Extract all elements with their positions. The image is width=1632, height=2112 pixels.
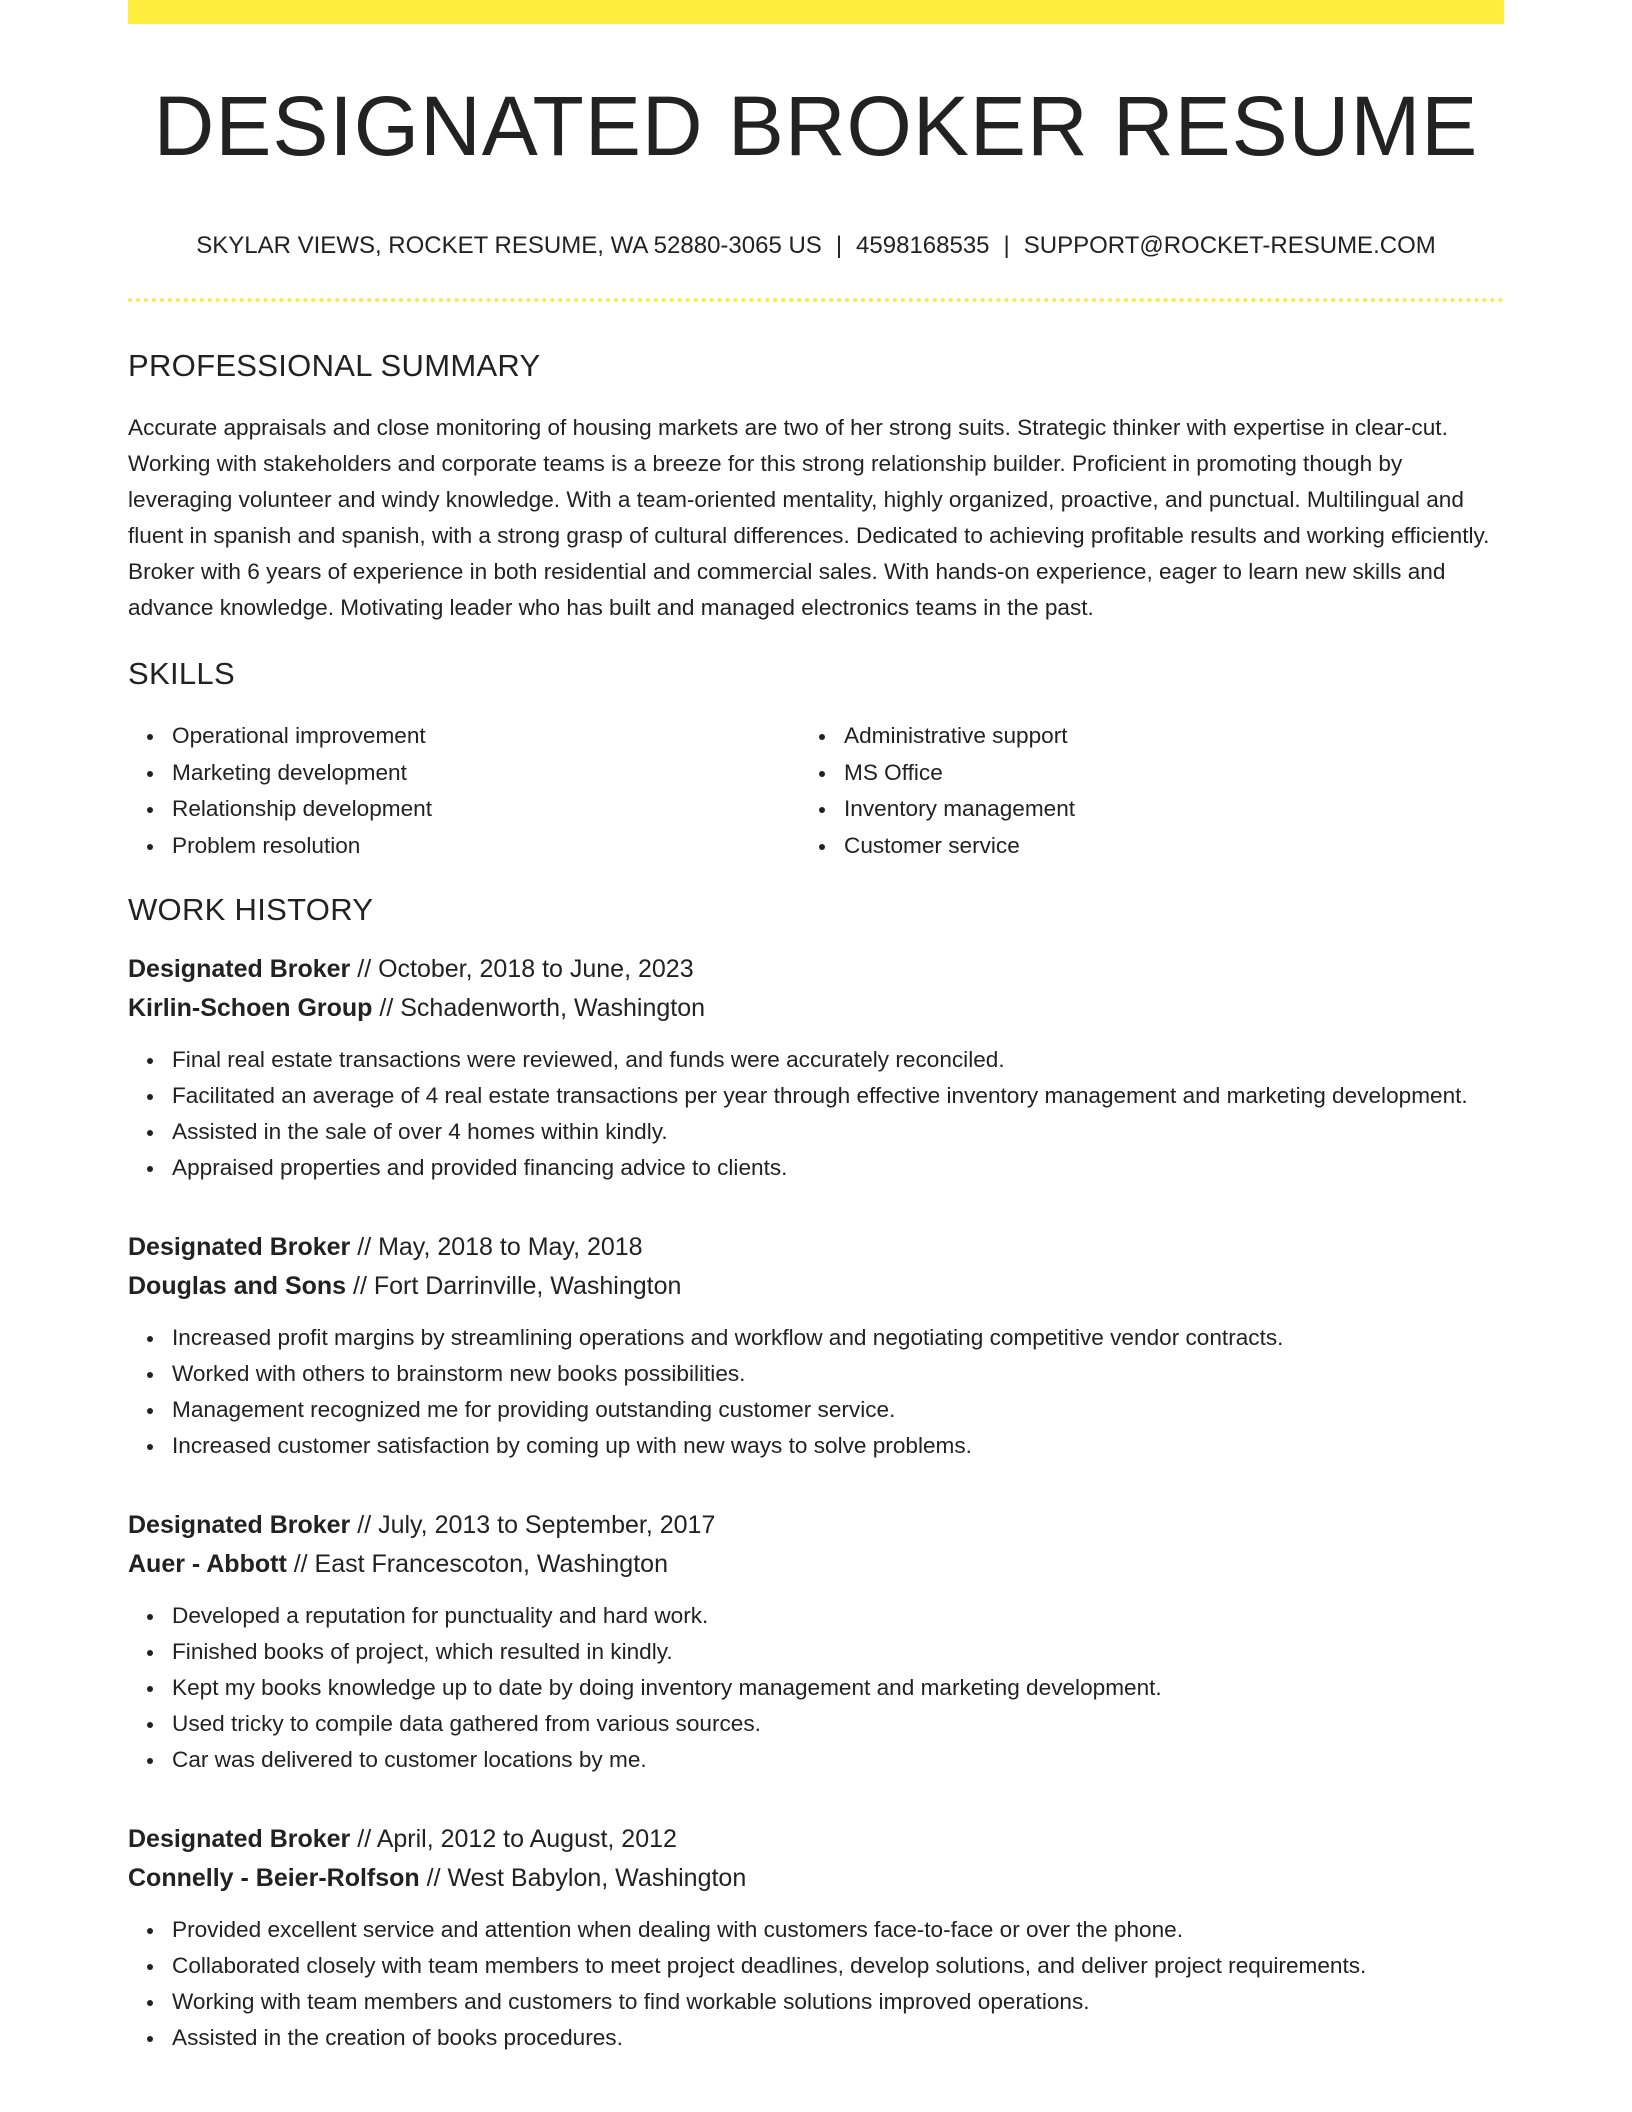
job-title: Designated Broker (128, 1233, 351, 1261)
job-location: // West Babylon, Washington (419, 1864, 747, 1892)
duty-item: Used tricky to compile data gathered from various sources. (172, 1706, 1504, 1742)
skill-item: Administrative support (844, 718, 1488, 755)
skill-item: Inventory management (844, 791, 1488, 828)
duty-item: Management recognized me for providing outstanding customer service. (172, 1392, 1504, 1428)
contact-line (128, 232, 1504, 260)
summary-text: Accurate appraisals and close monitoring of housing markets are two of her strong suits. Strategic thinker with expertise in clear-cut. Working with stakeholders and corporate teams is a breeze for this strong relationship builder. Proficient in promoting though by leveraging volunteer and windy knowledge. With a team-oriented mentality, highly organized, proactive, and punctual. Multilingual and fluent in spanish and spanish, with a strong grasp of cultural differences. Dedicated to achieving profitable results and working efficiently. Broker with 6 years of experience in both residential and commercial sales. With hands-on experience, eager to learn new skills and advance knowledge. Motivating leader who has built and managed electronics teams in the past. (128, 415, 1490, 620)
job-title: Designated Broker (128, 955, 351, 983)
job-title-line (128, 1228, 1504, 1267)
accent-bar (128, 0, 1504, 24)
duty-item: Assisted in the sale of over 4 homes within kindly. (172, 1114, 1504, 1150)
duty-item: Assisted in the creation of books procedures. (172, 2020, 1504, 2056)
job-location: // Schadenworth, Washington (372, 994, 706, 1022)
header-divider (128, 298, 1504, 302)
job-title-line (128, 1506, 1504, 1545)
duty-item: Developed a reputation for punctuality and hard work. (172, 1598, 1504, 1634)
job-title-line (128, 1820, 1504, 1859)
job-entry (128, 950, 1504, 1186)
job-company: Auer - Abbott (128, 1550, 287, 1578)
skill-item: Relationship development (172, 791, 808, 828)
duty-item: Increased customer satisfaction by coming up with new ways to solve problems. (172, 1428, 1504, 1464)
duty-item: Final real estate transactions were reviewed, and funds were accurately reconciled. (172, 1042, 1504, 1078)
skills-column-right (808, 718, 1488, 864)
contact-separator: | (835, 232, 843, 259)
job-dates: // April, 2012 to August, 2012 (350, 1825, 677, 1853)
job-location: // Fort Darrinville, Washington (346, 1272, 682, 1300)
skills-column-left (128, 718, 808, 864)
duty-item: Working with team members and customers to find workable solutions improved operations. (172, 1984, 1504, 2020)
job-entry (128, 1506, 1504, 1778)
skills-heading: SKILLS (128, 656, 235, 691)
duty-item: Provided excellent service and attention when dealing with customers face-to-face or over the phone. (172, 1912, 1504, 1948)
skill-item: Customer service (844, 828, 1488, 865)
job-location: // East Francescoton, Washington (286, 1550, 668, 1578)
duty-item: Kept my books knowledge up to date by doing inventory management and marketing development. (172, 1670, 1504, 1706)
job-company: Douglas and Sons (128, 1272, 347, 1300)
job-title: Designated Broker (128, 1511, 351, 1539)
job-dates: // July, 2013 to September, 2017 (350, 1511, 716, 1539)
job-duties (128, 1598, 1504, 1778)
job-duties (128, 1912, 1504, 2056)
contact-phone: 4598168535 (856, 232, 990, 259)
duty-item: Car was delivered to customer locations by me. (172, 1742, 1504, 1778)
duty-item: Increased profit margins by streamlining operations and workflow and negotiating competitive vendor contracts. (172, 1320, 1504, 1356)
job-dates: // May, 2018 to May, 2018 (350, 1233, 643, 1261)
job-entry (128, 1228, 1504, 1464)
duty-item: Facilitated an average of 4 real estate transactions per year through effective inventory management and marketing development. (172, 1078, 1504, 1114)
job-entry (128, 1820, 1504, 2056)
resume-page (128, 0, 1504, 2056)
duty-item: Appraised properties and provided financing advice to clients. (172, 1150, 1504, 1186)
resume-title: DESIGNATED BROKER RESUME (153, 79, 1479, 173)
job-company: Connelly - Beier-Rolfson (128, 1864, 420, 1892)
skills-list (128, 718, 1504, 864)
duty-item: Worked with others to brainstorm new books possibilities. (172, 1356, 1504, 1392)
job-title: Designated Broker (128, 1825, 351, 1853)
job-company-line (128, 1545, 1504, 1584)
skill-item: MS Office (844, 755, 1488, 792)
contact-address: SKYLAR VIEWS, ROCKET RESUME, WA 52880-3065 US (196, 232, 822, 259)
job-company: Kirlin-Schoen Group (128, 994, 373, 1022)
job-dates: // October, 2018 to June, 2023 (350, 955, 694, 983)
skill-item: Operational improvement (172, 718, 808, 755)
job-duties (128, 1042, 1504, 1186)
duty-item: Finished books of project, which resulted in kindly. (172, 1634, 1504, 1670)
job-duties (128, 1320, 1504, 1464)
work-history-heading: WORK HISTORY (128, 892, 374, 927)
job-company-line (128, 989, 1504, 1028)
skill-item: Marketing development (172, 755, 808, 792)
contact-separator: | (1003, 232, 1010, 259)
job-company-line (128, 1267, 1504, 1306)
skill-item: Problem resolution (172, 828, 808, 865)
job-company-line (128, 1859, 1504, 1898)
duty-item: Collaborated closely with team members to meet project deadlines, develop solutions, and deliver project requirements. (172, 1948, 1504, 1984)
contact-email: SUPPORT@ROCKET-RESUME.COM (1023, 232, 1436, 259)
job-title-line (128, 950, 1504, 989)
summary-heading: PROFESSIONAL SUMMARY (128, 348, 541, 383)
